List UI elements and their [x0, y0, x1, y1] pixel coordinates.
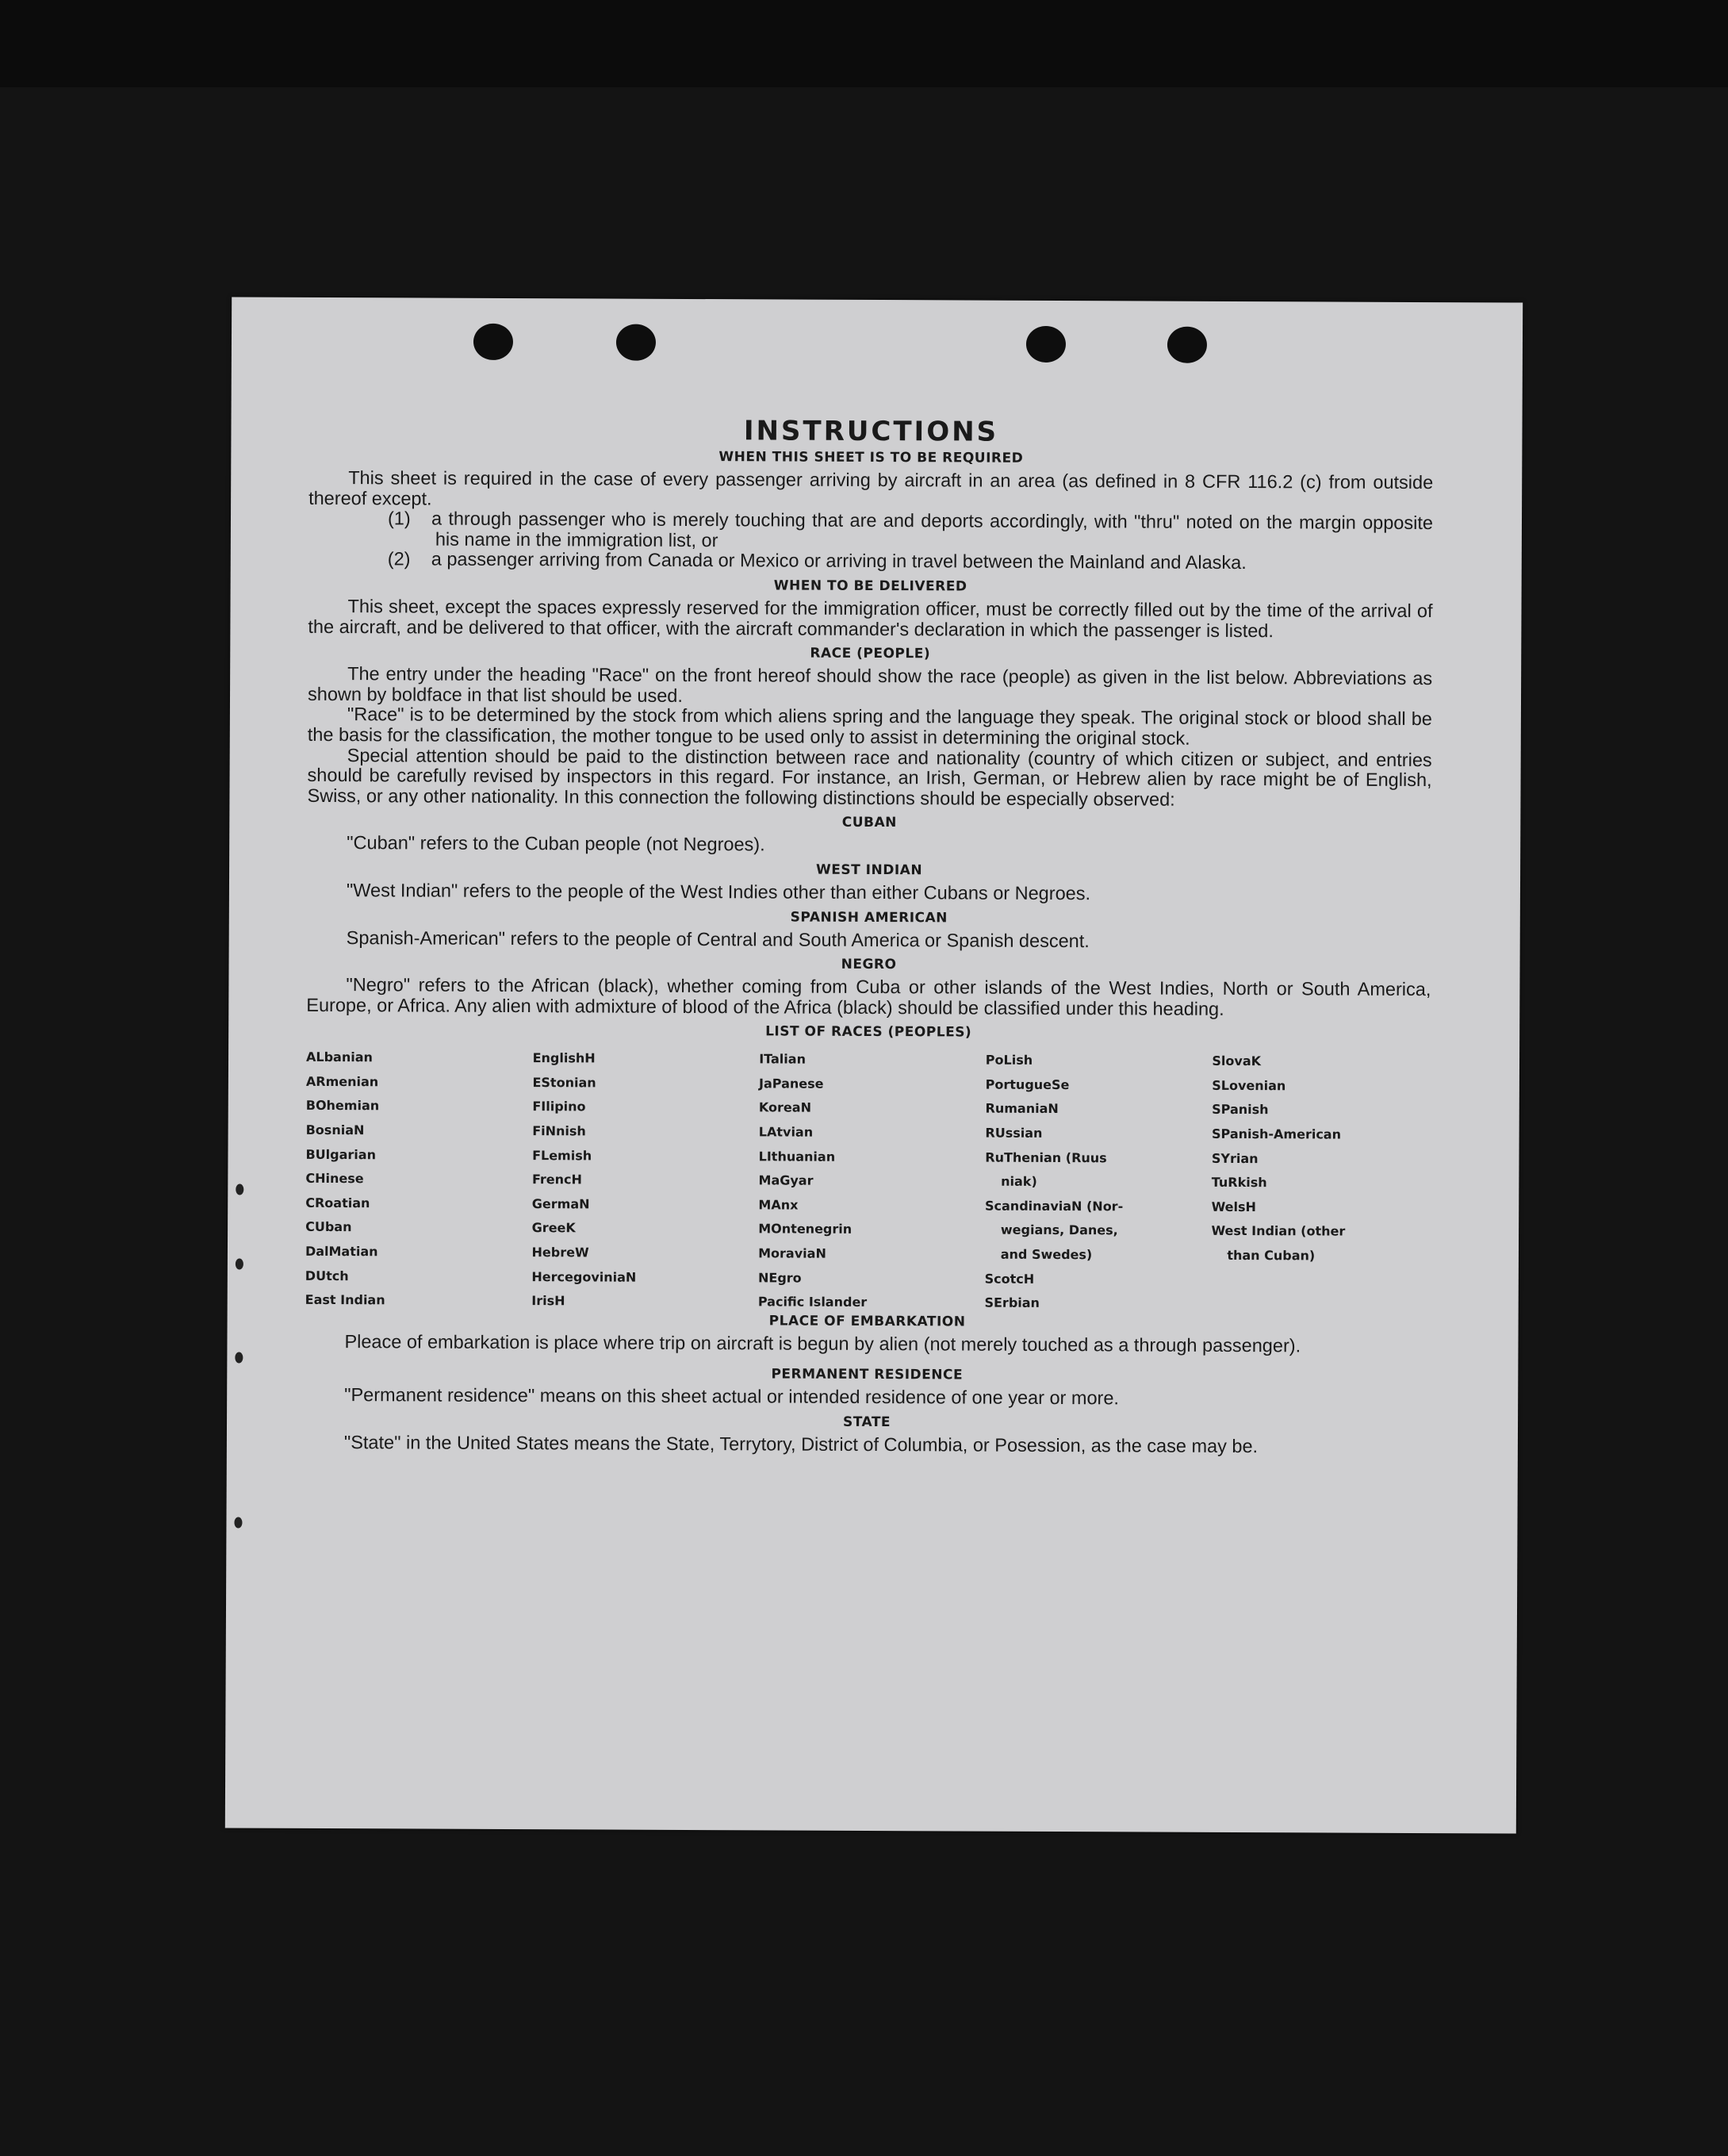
- race-entry: GreeK: [531, 1220, 576, 1236]
- list-item-1: [388, 509, 1433, 554]
- item-text: a through passenger who is merely touching that are and deports accordingly, with "thru" noted on the margin opposite his name in the immigration list, or: [431, 508, 1434, 551]
- document-content: [305, 412, 1434, 1458]
- race-entry: PoLish: [985, 1052, 1033, 1068]
- races-table: [305, 1045, 1431, 1318]
- race-entry-continued: than Cuban): [1227, 1247, 1316, 1264]
- race-entry: RumaniaN: [985, 1101, 1059, 1117]
- race-entry: BOhemian: [305, 1098, 380, 1114]
- paragraph-race-2: "Race" is to be determined by the stock from which aliens spring and the language they speak. The original stock or blood shall be the basis for the classification, the mother tongue to be used only to assist in determining the original stock.: [307, 704, 1432, 749]
- race-entry: SlovaK: [1212, 1053, 1262, 1069]
- race-entry: SLovenian: [1212, 1077, 1286, 1094]
- paragraph-cuban: "Cuban" refers to the Cuban people (not Negroes).: [347, 832, 765, 855]
- race-entry: HebreW: [531, 1245, 589, 1260]
- races-column-3: [758, 1048, 978, 1316]
- film-speck: [236, 1183, 243, 1195]
- race-entry: CHinese: [305, 1171, 364, 1187]
- race-entry: FiNnish: [532, 1123, 586, 1139]
- punch-hole: [1026, 326, 1066, 363]
- document-sheet: [225, 297, 1523, 1833]
- race-entry: MAnx: [758, 1197, 799, 1213]
- race-entry: WelsH: [1211, 1199, 1256, 1214]
- item-text: a passenger arriving from Canada or Mexico or arriving in travel between the Mainland and Alaska.: [431, 548, 1247, 574]
- race-entry: DUtch: [305, 1268, 349, 1283]
- paragraph-state: "State" in the United States means the State, Terrytory, District of Columbia, or Posession, as the case may be.: [343, 1432, 1259, 1457]
- race-entry: FrencH: [531, 1172, 582, 1187]
- heading-embarkation: PLACE OF EMBARKATION: [768, 1313, 966, 1330]
- race-entry: SYrian: [1211, 1150, 1259, 1166]
- race-entry: ALbanian: [305, 1049, 373, 1065]
- heading-cuban: CUBAN: [841, 815, 897, 831]
- race-entry: IrisH: [531, 1293, 565, 1309]
- race-entry: East Indian: [305, 1292, 385, 1308]
- item-number: (1): [387, 508, 411, 529]
- race-entry: FLemish: [532, 1147, 592, 1164]
- race-entry: Pacific Islander: [757, 1294, 868, 1310]
- race-entry: MaGyar: [758, 1172, 814, 1188]
- heading-spanish-american: SPANISH AMERICAN: [790, 909, 948, 926]
- race-entry: ITalian: [759, 1051, 807, 1067]
- race-entry: DalMatian: [305, 1243, 378, 1260]
- race-entry: KoreaN: [758, 1099, 812, 1116]
- heading-delivered: WHEN TO BE DELIVERED: [773, 577, 967, 595]
- paragraph-negro: "Negro" refers to the African (black), whether coming from Cuba or other islands of the West Indies, North or South America, Europe, or Africa. Any alien with admixture of blood of the Africa (black) should be classified under this heading.: [306, 974, 1431, 1019]
- race-entry: RUssian: [985, 1125, 1043, 1141]
- races-column-1: [305, 1045, 525, 1314]
- paragraph-embarkation: Pleace of embarkation is place where trip on aircraft is begun by alien (not merely touched as a through passenger).: [344, 1330, 1301, 1356]
- race-entry: PortugueSe: [985, 1076, 1070, 1092]
- heading-west-indian: WEST INDIAN: [816, 861, 923, 879]
- race-entry: SPanish-American: [1211, 1126, 1342, 1142]
- race-entry-continued: wegians, Danes,: [1000, 1222, 1118, 1238]
- heading-residence: PERMANENT RESIDENCE: [771, 1366, 964, 1383]
- race-entry-continued: and Swedes): [1000, 1246, 1093, 1263]
- race-entry-continued: niak): [1001, 1173, 1037, 1190]
- race-entry: BUlgarian: [305, 1146, 377, 1162]
- race-entry: EStonian: [532, 1074, 596, 1091]
- race-entry: JaPanese: [759, 1076, 824, 1091]
- race-entry: HercegoviniaN: [531, 1268, 637, 1285]
- race-entry: BosniaN: [305, 1122, 365, 1138]
- heading-race: RACE (PEOPLE): [810, 645, 931, 662]
- item-number: (2): [387, 548, 411, 570]
- paragraph-delivered: This sheet, except the spaces expressly reserved for the immigration officer, must be correctly filled out by the time of the arrival of the aircraft, and be delivered to that officer, with the aircraft commander's declaration in which the passenger is listed.: [308, 596, 1433, 641]
- heading-state: STATE: [842, 1414, 891, 1431]
- paragraph-spanish-american: Spanish-American" refers to the people of Central and South America or Spanish descent.: [346, 926, 1090, 951]
- race-entry: SErbian: [984, 1295, 1040, 1311]
- races-column-4: [984, 1049, 1204, 1317]
- race-entry: West Indian (other: [1211, 1223, 1346, 1240]
- paragraph-residence: "Permanent residence" means on this sheet actual or intended residence of one year or more.: [344, 1384, 1120, 1409]
- paragraph-required: This sheet is required in the case of every passenger arriving by aircraft in an area (as defined in 8 CFR 116.2 (c) from outside thereof except.: [308, 467, 1434, 509]
- race-entry: LAtvian: [758, 1124, 814, 1140]
- paragraph-race-1: The entry under the heading "Race" on the front hereof should show the race (people) as given in the list below. Abbreviations as shown by boldface in that list should be used.: [307, 663, 1433, 706]
- paragraph-race-3: Special attention should be paid to the distinction between race and nationality (country of which citizen or subject, and entries should be carefully revised by inspectors in this regard. For instance, an Irish, German, or Hebrew alien by race might be of English, Swiss, or any other nationality. In this connection the following distinctions should be especially observed:: [307, 744, 1432, 810]
- race-entry: ScandinaviaN (Nor-: [984, 1198, 1124, 1214]
- document-title: INSTRUCTIONS: [743, 415, 999, 448]
- punch-hole: [616, 324, 656, 361]
- race-entry: SPanish: [1212, 1102, 1269, 1118]
- race-entry: CRoatian: [305, 1195, 370, 1211]
- race-entry: MOntenegrin: [758, 1221, 853, 1237]
- race-entry: CUban: [305, 1219, 352, 1235]
- race-entry: GermaN: [531, 1195, 590, 1212]
- race-entry: NEgro: [757, 1269, 802, 1286]
- race-entry: LIthuanian: [758, 1149, 836, 1164]
- race-entry: ARmenian: [305, 1073, 379, 1090]
- heading-required: WHEN THIS SHEET IS TO BE REQUIRED: [718, 449, 1024, 466]
- race-entry: RuThenian (Ruus: [985, 1149, 1107, 1165]
- heading-negro: NEGRO: [841, 956, 897, 973]
- film-speck: [234, 1517, 242, 1528]
- film-speck: [235, 1352, 243, 1363]
- punch-hole: [473, 324, 513, 360]
- races-column-5: [1211, 1049, 1431, 1318]
- race-entry: FIlipino: [532, 1099, 586, 1114]
- race-entry: EnglishH: [532, 1050, 596, 1066]
- punch-hole: [1167, 327, 1207, 363]
- heading-list-of-races: LIST OF RACES (PEOPLES): [765, 1023, 972, 1041]
- race-entry: ScotcH: [984, 1271, 1035, 1287]
- film-speck: [236, 1258, 243, 1269]
- film-border: [0, 0, 1728, 87]
- races-column-2: [531, 1046, 751, 1314]
- paragraph-west-indian: "West Indian" refers to the people of the West Indies other than either Cubans or Negroes.: [346, 880, 1091, 904]
- race-entry: MoraviaN: [758, 1245, 826, 1261]
- race-entry: TuRkish: [1211, 1175, 1267, 1191]
- list-item-2: [388, 550, 1433, 574]
